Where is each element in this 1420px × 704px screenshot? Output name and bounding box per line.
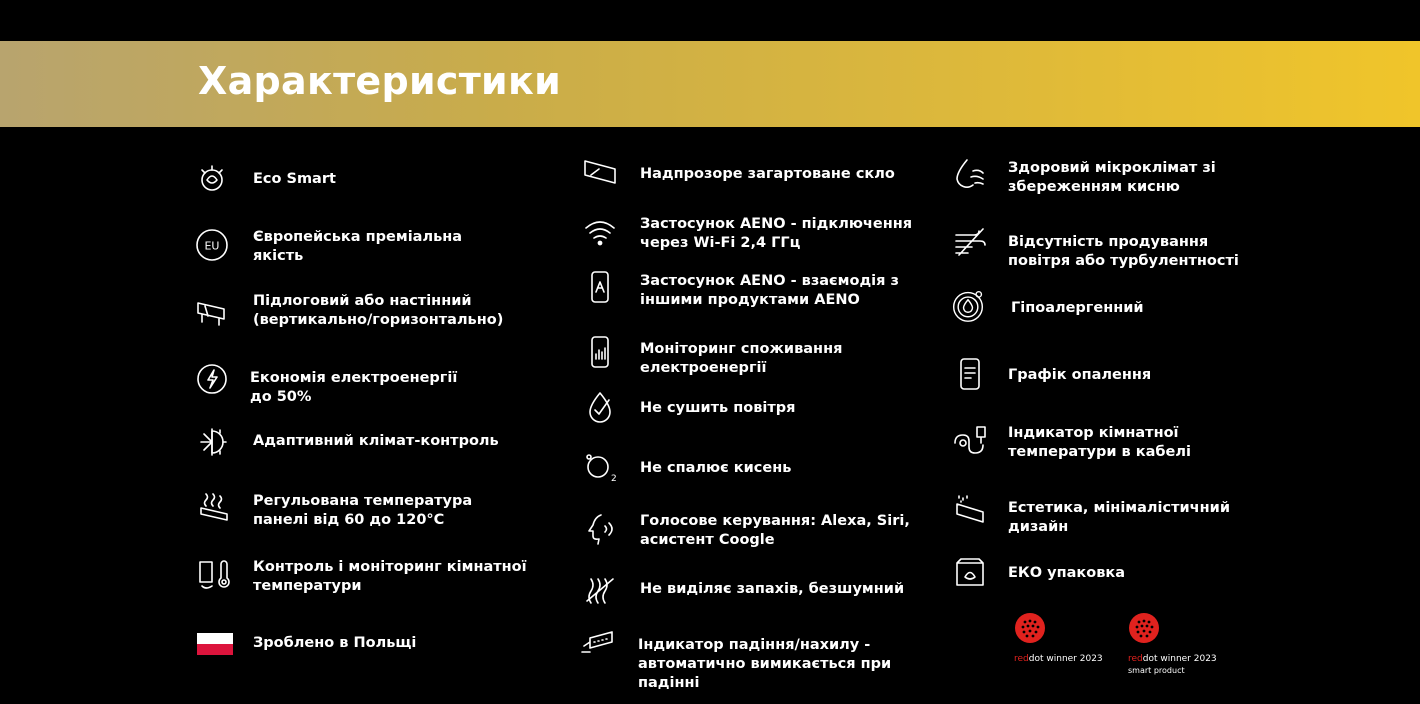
feature-label: Не спалює кисень [640, 460, 792, 476]
page-title: Характеристики [198, 59, 561, 103]
feature-label: Європейська преміальна якість [253, 229, 463, 264]
reddot-logo-icon [1128, 612, 1160, 644]
voice-icon [583, 512, 617, 546]
feature-label: Гіпоалергенний [1011, 300, 1144, 316]
feature-label: Eco Smart [253, 171, 336, 187]
poland-flag-icon [197, 633, 233, 655]
microclimate-icon [953, 157, 987, 191]
feature-label: Економія електроенергії до 50% [250, 370, 458, 405]
design-icon [953, 492, 987, 526]
svg-text:2: 2 [611, 474, 617, 484]
svg-text:EU: EU [204, 239, 220, 253]
award-text: reddot winner 2023 [1128, 654, 1217, 664]
heat-panel-icon [197, 490, 231, 524]
reddot-logo-icon [1014, 612, 1046, 644]
sun-snow-icon [195, 425, 229, 459]
tilt-sensor-icon [580, 628, 614, 662]
drop-check-icon [583, 390, 617, 424]
phone-app-icon [583, 270, 617, 304]
reddot-award-smart [1128, 612, 1217, 676]
feature-label: Застосунок AENO - взаємодія з іншими продуктами AENO [640, 273, 899, 308]
schedule-phone-icon [953, 357, 987, 391]
reddot-award [1014, 612, 1103, 665]
feature-label: Не сушить повітря [640, 400, 796, 416]
header-banner [0, 41, 1420, 127]
feature-label: Підлоговий або настінний (вертикально/горизонтально) [253, 293, 504, 328]
feature-label: Не виділяє запахів, безшумний [640, 581, 905, 597]
feature-label: Адаптивний клімат-контроль [253, 433, 499, 449]
feature-label: ЕКО упаковка [1008, 565, 1125, 581]
feature-label: Голосове керування: Alexa, Siri, асистент Coogle [640, 513, 910, 548]
eco-smart-icon [195, 162, 229, 196]
feature-label: Естетика, мінімалістичний дизайн [1008, 500, 1230, 535]
feature-label: Графік опалення [1008, 367, 1152, 383]
energy-bolt-icon [195, 362, 229, 396]
no-smell-icon [583, 573, 617, 607]
phone-chart-icon [583, 335, 617, 369]
feature-label: Регульована температура панелі від 60 до 120°C [253, 493, 473, 528]
o2-icon [583, 450, 617, 484]
feature-label: Надпрозоре загартоване скло [640, 166, 895, 182]
feature-label: Контроль і моніторинг кімнатної температури [253, 559, 527, 594]
no-airflow-icon [953, 225, 987, 259]
feature-label: Індикатор кімнатної температури в кабелі [1008, 425, 1191, 460]
cable-indicator-icon [953, 423, 987, 457]
eu-icon [195, 228, 229, 262]
award-text: reddot winner 2023 [1014, 654, 1103, 664]
feature-label: Індикатор падіння/нахилу - автоматично вимикається при падінні [638, 637, 892, 691]
feature-label: Застосунок AENO - підключення через Wi-Fi 2,4 ГГц [640, 216, 913, 251]
feature-label: Здоровий мікроклімат зі збереженням кисню [1008, 160, 1216, 195]
panel-mount-icon [195, 295, 229, 329]
feature-label: Зроблено в Польщі [253, 635, 417, 651]
award-subtext: smart product [1128, 666, 1185, 675]
glass-panel-icon [583, 155, 617, 189]
thermometer-hand-icon [197, 558, 231, 592]
eco-package-icon [953, 555, 987, 589]
feature-label: Моніторинг споживання електроенергії [640, 341, 843, 376]
wifi-icon [583, 215, 617, 249]
feature-label: Відсутність продування повітря або турбулентності [1008, 234, 1239, 269]
hypoallergenic-icon [951, 289, 985, 323]
